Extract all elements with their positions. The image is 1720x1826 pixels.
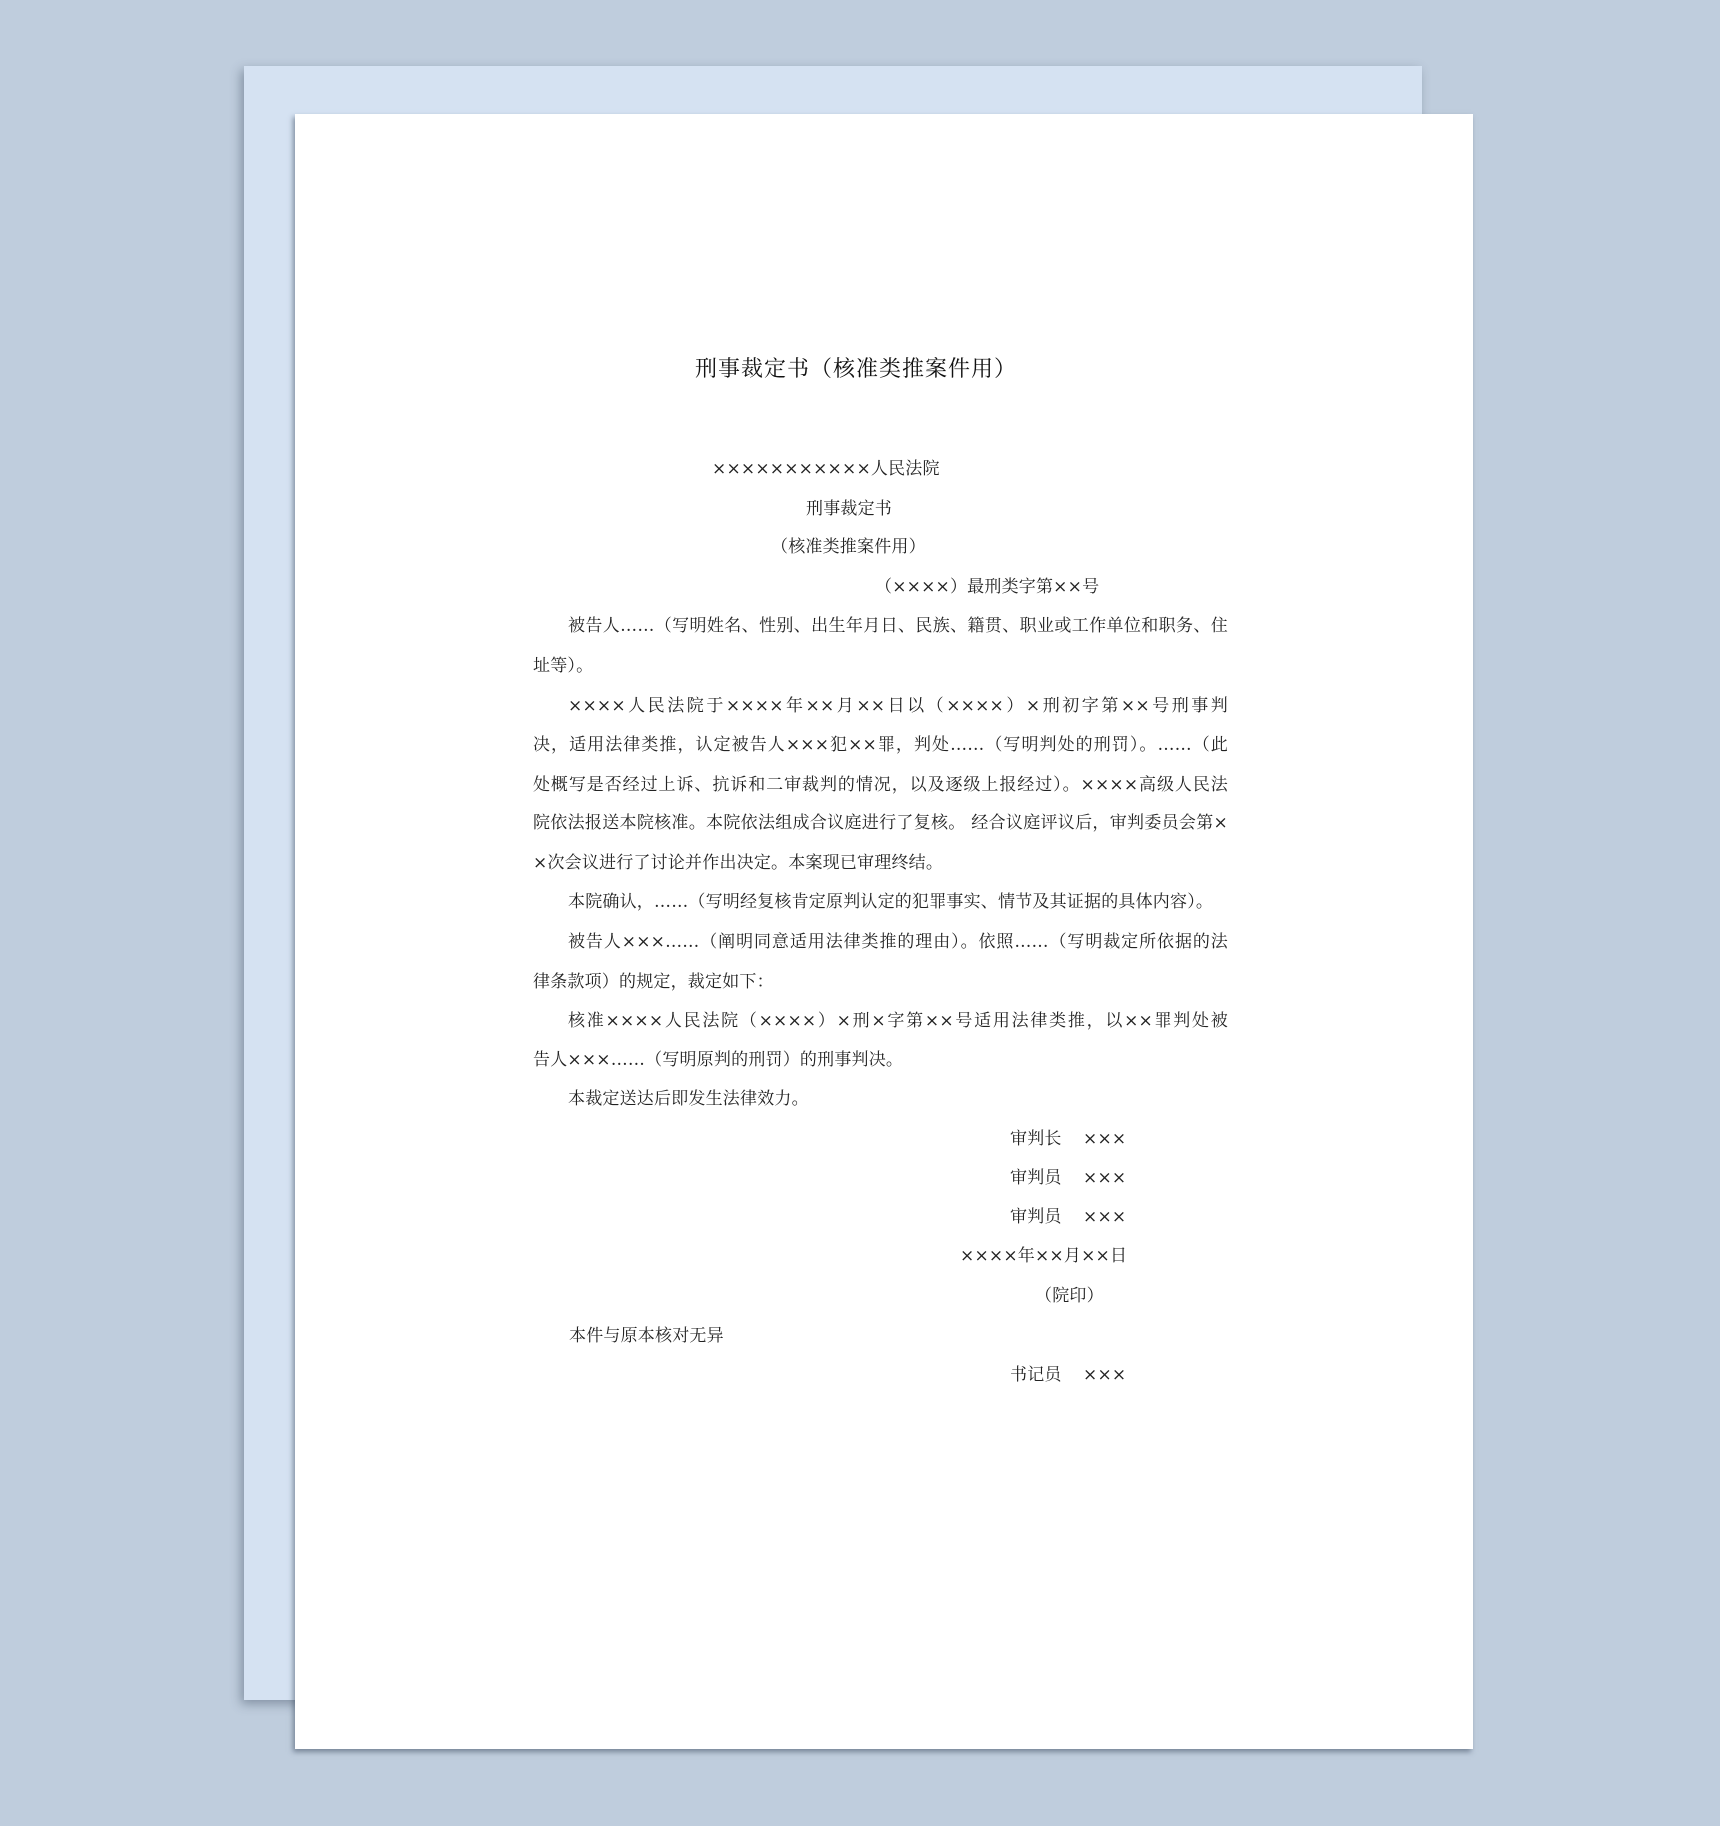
document-page xyxy=(295,114,1473,1749)
verification-note: 本件与原本核对无异 xyxy=(569,1326,724,1346)
clerk-name: ××× xyxy=(1083,1365,1127,1385)
body-line: 本院确认，……（写明经复核肯定原判认定的犯罪事实、情节及其证据的具体内容）。 xyxy=(568,892,1214,912)
body-line: 址等）。 xyxy=(533,656,594,676)
body-line: 核准××××人民法院（××××）×刑×字第××号适用法律类推，以××罪判处被 xyxy=(568,1011,1228,1031)
body-line: ×次会议进行了讨论并作出决定。本案现已审理终结。 xyxy=(533,853,944,873)
body-line: 律条款项）的规定，裁定如下： xyxy=(533,972,774,992)
body-line: 被告人……（写明姓名、性别、出生年月日、民族、籍贯、职业或工作单位和职务、住 xyxy=(568,616,1228,636)
body-line: 决，适用法律类推，认定被告人×××犯××罪，判处……（写明判处的刑罚）。……（此 xyxy=(533,735,1228,755)
verdict-date: ××××年××月××日 xyxy=(960,1246,1128,1266)
case-number: （××××）最刑类字第××号 xyxy=(875,577,1100,597)
judge-label: 审判员 xyxy=(1010,1207,1062,1227)
body-line: 处概写是否经过上诉、抗诉和二审裁判的情况，以及逐级上报经过）。××××高级人民法 xyxy=(533,775,1228,795)
doc-type: 刑事裁定书 xyxy=(806,499,892,519)
body-line: 告人×××……（写明原判的刑罚）的刑事判决。 xyxy=(533,1050,904,1070)
court-name: ×××××××××××人民法院 xyxy=(712,459,940,479)
presiding-judge-name: ××× xyxy=(1083,1129,1127,1149)
court-seal: （院印） xyxy=(1035,1286,1104,1306)
judge-name: ××× xyxy=(1083,1207,1127,1227)
judge-label: 审判员 xyxy=(1010,1168,1062,1188)
body-line: 本裁定送达后即发生法律效力。 xyxy=(568,1089,809,1109)
document-title: 刑事裁定书（核准类推案件用） xyxy=(694,357,1017,382)
presiding-judge-label: 审判长 xyxy=(1010,1129,1062,1149)
body-line: 被告人×××……（阐明同意适用法律类推的理由）。依照……（写明裁定所依据的法 xyxy=(568,932,1228,952)
clerk-label: 书记员 xyxy=(1010,1365,1062,1385)
body-line: 院依法报送本院核准。本院依法组成合议庭进行了复核。 经合议庭评议后，审判委员会第× xyxy=(533,813,1228,833)
body-line: ××××人民法院于××××年××月××日以（××××）×刑初字第××号刑事判 xyxy=(568,696,1228,716)
doc-subtype: （核准类推案件用） xyxy=(771,537,926,557)
judge-name: ××× xyxy=(1083,1168,1127,1188)
